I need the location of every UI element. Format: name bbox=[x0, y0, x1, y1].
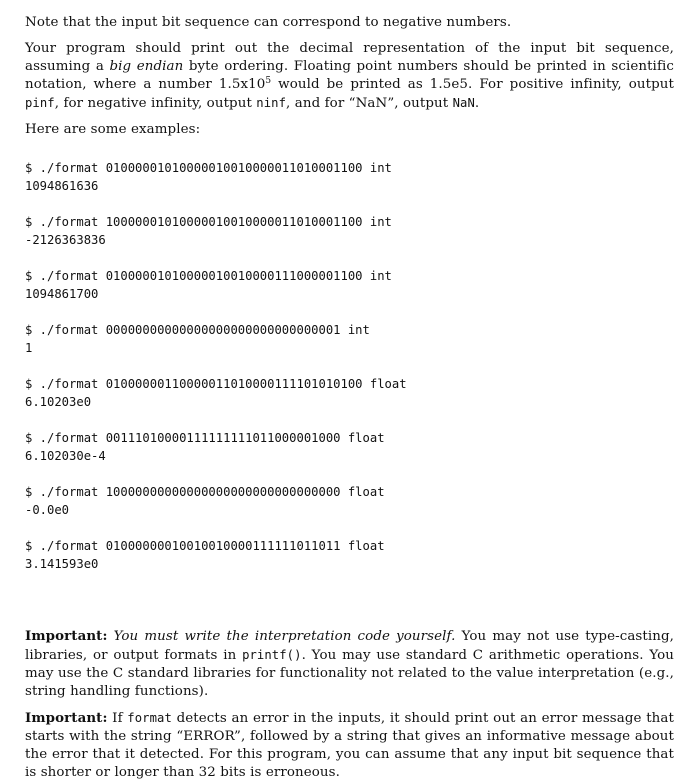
output-format-paragraph bbox=[25, 40, 674, 113]
example-command: $ ./format 01000000110000011010000111101010100 float bbox=[25, 377, 407, 391]
examples-label: Here are some examples: bbox=[25, 122, 201, 137]
example-item bbox=[25, 213, 674, 249]
important1-code-printf: printf() bbox=[242, 648, 302, 662]
example-item bbox=[25, 375, 674, 411]
example-output: -2126363836 bbox=[25, 233, 106, 247]
important1-a: You may not use type-casting, libraries, or output formats in bbox=[25, 629, 675, 663]
p2-code-pinf: pinf bbox=[25, 96, 55, 110]
important-paragraph-1 bbox=[25, 627, 674, 701]
p2-g: . bbox=[474, 96, 480, 111]
p2-a: Your program should print out the decimal representation of the input bit sequence, assuming a bbox=[25, 41, 674, 74]
example-command: $ ./format 01000001010000010010000011010001100 int bbox=[25, 161, 392, 175]
example-output: -0.0e0 bbox=[25, 503, 70, 517]
p2-code-nan: NaN bbox=[452, 96, 475, 110]
example-item bbox=[25, 159, 674, 195]
example-output: 3.141593e0 bbox=[25, 557, 99, 571]
example-command: $ ./format 01000001010000010010000111000001100 int bbox=[25, 269, 392, 283]
example-command: $ ./format 10000001010000010010000011010001100 int bbox=[25, 215, 392, 229]
example-output: 6.102030e-4 bbox=[25, 449, 106, 463]
important1-b: . You may use standard C arithmetic operations. You may use the C standard libraries for functionality not related to the value interpretation (e.g., string handling functions). bbox=[25, 648, 674, 699]
important-label: Important: bbox=[25, 710, 108, 726]
p2-code-ninf: ninf bbox=[256, 96, 287, 110]
example-output: 1094861636 bbox=[25, 179, 99, 193]
important-label: Important: bbox=[25, 628, 108, 644]
important2-code-format: format bbox=[127, 711, 172, 725]
example-item bbox=[25, 321, 674, 357]
p2-exponent: 5 bbox=[265, 76, 272, 86]
example-command: $ ./format 10000000000000000000000000000000 float bbox=[25, 485, 385, 499]
p2-c: byte ordering. Floating point numbers should be printed in scientific notation, where a number 1.5x10 bbox=[25, 59, 674, 92]
example-output: 6.10203e0 bbox=[25, 395, 92, 409]
important2-b: detects an error in the inputs, it should print out an error message that starts with the string “ERROR”, followed by a string that gives an informative message about the error that it detected. For this program, you can assume that any input bit sequence that is shorter or longer than 32 bits is erroneous. bbox=[25, 711, 674, 780]
example-item bbox=[25, 429, 674, 465]
important2-a: If bbox=[107, 711, 128, 726]
p2-f: , and for “NaN”, output bbox=[286, 96, 453, 111]
important1-italic: You must write the interpretation code yourself. bbox=[113, 629, 456, 644]
example-command: $ ./format 00111010000111111111011000001000 float bbox=[25, 431, 385, 445]
example-command: $ ./format 01000000010010010000111111011011 float bbox=[25, 539, 385, 553]
example-item bbox=[25, 483, 674, 519]
note-paragraph: Note that the input bit sequence can correspond to negative numbers. bbox=[25, 15, 512, 30]
p2-big-endian: big endian bbox=[109, 59, 184, 74]
example-item bbox=[25, 537, 674, 573]
p2-e: , for negative infinity, output bbox=[54, 96, 257, 111]
example-item bbox=[25, 267, 674, 303]
spacer bbox=[25, 591, 674, 627]
example-command: $ ./format 00000000000000000000000000000001 int bbox=[25, 323, 370, 337]
examples-list bbox=[25, 159, 674, 573]
p2-d: would be printed as 1.5e5. For positive infinity, output bbox=[271, 77, 674, 92]
example-output: 1 bbox=[25, 341, 33, 355]
important-paragraph-2 bbox=[25, 709, 674, 782]
example-output: 1094861700 bbox=[25, 287, 99, 301]
